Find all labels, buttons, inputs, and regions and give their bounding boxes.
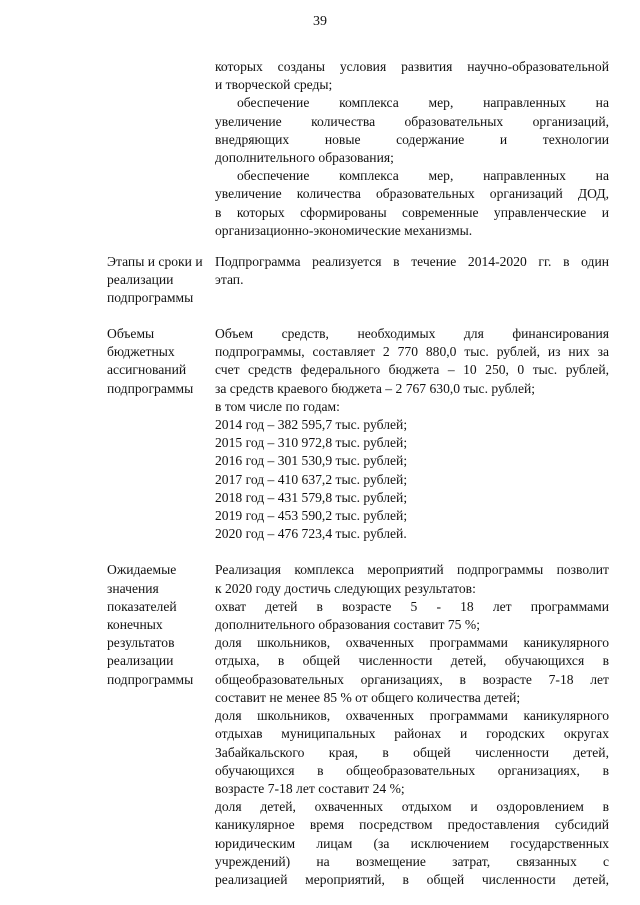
text-line: 2017 год – 410 637,2 тыс. рублей;: [215, 471, 408, 487]
text-line: 2018 год – 431 579,8 тыс. рублей;: [215, 489, 408, 505]
text-line: обеспечение комплекса мер, направленных на: [237, 95, 609, 111]
text-line: дополнительного образования;: [215, 150, 394, 166]
section-label: Объемы бюджетных ассигнований подпрограммы: [107, 326, 194, 396]
text-line: 2020 год – 476 723,4 тыс. рублей.: [215, 526, 407, 542]
text-line: счет средств федерального бюджета – 10 250, 0 тыс. рублей,: [215, 362, 609, 378]
text-line: доля школьников, охваченных программами каникулярного: [215, 635, 609, 651]
text-line: дополнительного образования составит 75 %;: [215, 617, 480, 633]
text-line: Подпрограмма реализуется в течение 2014-2020 гг. в один: [215, 254, 609, 270]
text-line: каникулярное время посредством предоставления субсидий: [215, 817, 609, 833]
section-stages: [0, 253, 640, 307]
section-label: Ожидаемые значения показателей конечных результатов реализации подпрограммы: [107, 562, 194, 687]
text-line: доля детей, охваченных отдыхом и оздоровлением в: [215, 799, 609, 815]
text-line: 2015 год – 310 972,8 тыс. рублей;: [215, 435, 408, 451]
text-line: 2014 год – 382 595,7 тыс. рублей;: [215, 417, 408, 433]
text-line: обучающихся в общеобразовательных организациях, в: [215, 762, 609, 778]
text-line: учреждений) на возмещение затрат, связанных с: [215, 853, 609, 869]
section-label: Этапы и сроки и реализации подпрограммы: [107, 254, 203, 306]
text-line: внедряющих новые содержание и технологии: [215, 131, 609, 147]
text-line: Забайкальского края, в общей численности детей,: [215, 744, 609, 760]
text-line: обеспечение комплекса мер, направленных на: [237, 168, 609, 184]
text-line: подпрограммы, составляет 2 770 880,0 тыс. рублей, из них за: [215, 344, 609, 360]
text-line: увеличение количества образовательных организаций ДОД,: [215, 186, 609, 202]
text-line: возрасте 7-18 лет составит 24 %;: [215, 780, 405, 796]
text-line: отдыха, в общей численности детей, обучающихся в: [215, 653, 609, 669]
text-line: за средств краевого бюджета – 2 767 630,0 тыс. рублей;: [215, 380, 536, 396]
text-line: к 2020 году достичь следующих результатов:: [215, 580, 476, 596]
text-line: реализацией мероприятий, в общей численности детей,: [215, 871, 609, 887]
text-line: общеобразовательных организациях, в возрасте 7-18 лет: [215, 671, 609, 687]
section-text: [215, 325, 609, 543]
text-line: охват детей в возрасте 5 - 18 лет программами: [215, 598, 609, 614]
text-line: Реализация комплекса мероприятий подпрограммы позволит: [215, 562, 609, 578]
text-line: увеличение количества образовательных организаций,: [215, 113, 609, 129]
page-number: 39: [313, 14, 327, 29]
text-line: Объем средств, необходимых для финансирования: [215, 326, 609, 342]
section-text: [215, 58, 609, 240]
section-expected-results: [0, 561, 640, 889]
text-line: отдыхав муниципальных районах и городских округах: [215, 726, 609, 742]
section-text: [215, 253, 609, 307]
text-line: и творческой среды;: [215, 77, 333, 93]
document-body: [0, 58, 640, 889]
text-line: составит не менее 85 % от общего количества детей;: [215, 689, 521, 705]
section-budget: [0, 325, 640, 543]
text-line: организационно-экономические механизмы.: [215, 222, 473, 238]
text-line: 2016 год – 301 530,9 тыс. рублей;: [215, 453, 408, 469]
text-line: которых созданы условия развития научно-образовательной: [215, 59, 609, 74]
text-line: в которых сформированы современные управленческие и: [215, 204, 609, 220]
section-text: [215, 561, 609, 889]
text-line: в том числе по годам:: [215, 398, 340, 414]
text-line: доля школьников, охваченных программами каникулярного: [215, 708, 609, 724]
text-line: юридическим лицам (за исключением государственных: [215, 835, 609, 851]
text-line: этап.: [215, 272, 244, 288]
text-line: 2019 год – 453 590,2 тыс. рублей;: [215, 508, 408, 524]
section-goals-continued: [0, 58, 640, 240]
